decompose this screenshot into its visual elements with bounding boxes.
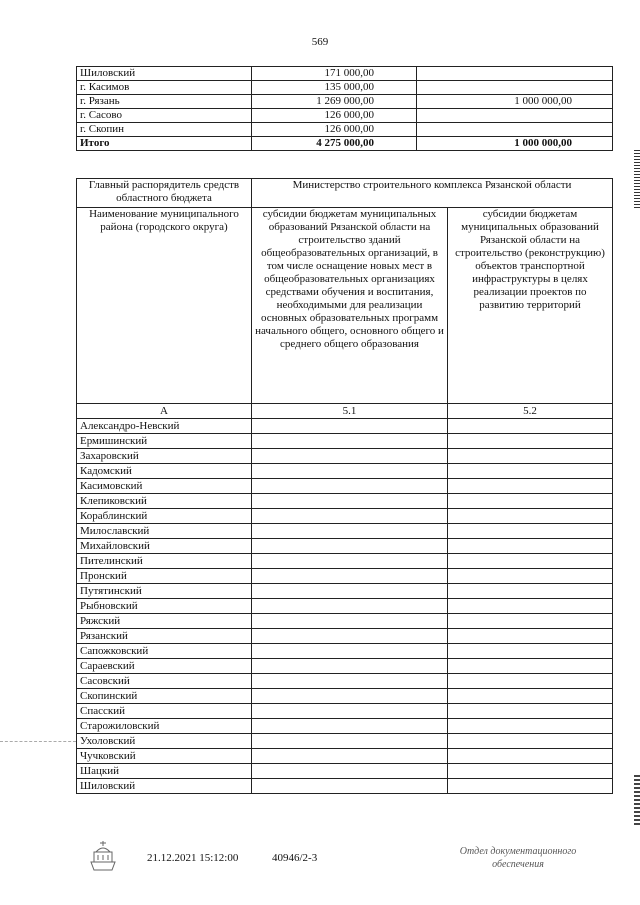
cell-5-1 <box>252 479 448 494</box>
cell-5-1 <box>252 509 448 524</box>
total-row <box>77 137 613 151</box>
cell-5-1 <box>252 674 448 689</box>
cell-5-2 <box>448 554 613 569</box>
cell-5-2 <box>448 629 613 644</box>
cell-5-2 <box>448 734 613 749</box>
district-name: Кораблинский <box>77 509 252 524</box>
cell-5-1 <box>252 434 448 449</box>
district-name: Шиловский <box>77 779 252 794</box>
district-name: Рыбновский <box>77 599 252 614</box>
cell-5-2 <box>448 449 613 464</box>
header-right: Министерство строительного комплекса Рязанской области <box>252 179 613 208</box>
table-row <box>77 779 613 794</box>
district-name: Сапожковский <box>77 644 252 659</box>
scan-artifact <box>634 150 640 210</box>
cell-5-1 <box>252 539 448 554</box>
table-row <box>77 554 613 569</box>
district-name: Касимовский <box>77 479 252 494</box>
district-name: Путятинский <box>77 584 252 599</box>
cell-5-1 <box>252 779 448 794</box>
district-name: Сасовский <box>77 674 252 689</box>
district-name: Скопинский <box>77 689 252 704</box>
cell-5-2 <box>448 659 613 674</box>
district-name: Ухоловский <box>77 734 252 749</box>
column-header-5-1: субсидии бюджетам муниципальных образований Рязанской области на строительство зданий общеобразовательных организаций, в том числе оснащение новых мест в общеобразовательных организациях средствами обучения и воспитания, необходимыми для реализации основных образовательных программ начального общего, основного общего и среднего общего образования <box>252 208 448 404</box>
cell-5-2 <box>448 419 613 434</box>
table-row <box>77 419 613 434</box>
column-number-5-2: 5.2 <box>448 404 613 419</box>
table-row <box>77 524 613 539</box>
cell-5-2 <box>448 494 613 509</box>
column-number-5-1: 5.1 <box>252 404 448 419</box>
table-row <box>77 81 613 95</box>
district-name: г. Касимов <box>77 81 252 95</box>
table-row <box>77 479 613 494</box>
district-name: Кадомский <box>77 464 252 479</box>
cell-5-1 <box>252 689 448 704</box>
table-row <box>77 734 613 749</box>
cell-5-1 <box>252 599 448 614</box>
district-name: Сараевский <box>77 659 252 674</box>
amount-5-1: 135 000,00 <box>252 81 417 95</box>
table-row <box>77 464 613 479</box>
cell-5-1 <box>252 719 448 734</box>
table-row <box>77 434 613 449</box>
page-number: 569 <box>311 36 329 48</box>
cell-5-2 <box>448 719 613 734</box>
table-row <box>77 67 613 81</box>
cell-5-2 <box>448 674 613 689</box>
cell-5-2 <box>448 524 613 539</box>
table-row <box>77 95 613 109</box>
district-name: г. Скопин <box>77 123 252 137</box>
table-row <box>77 123 613 137</box>
subsidies-table <box>76 178 613 794</box>
cell-5-1 <box>252 554 448 569</box>
cell-5-1 <box>252 764 448 779</box>
amount-5-2: 1 000 000,00 <box>417 95 613 109</box>
table-row <box>77 599 613 614</box>
cell-5-1 <box>252 419 448 434</box>
district-name: г. Рязань <box>77 95 252 109</box>
table-row <box>77 629 613 644</box>
column-header-a: Наименование муниципального района (городского округа) <box>77 208 252 404</box>
district-name: Рязанский <box>77 629 252 644</box>
table-row <box>77 659 613 674</box>
cell-5-2 <box>448 464 613 479</box>
cell-5-2 <box>448 644 613 659</box>
footer-doc-number: 40946/2-3 <box>272 852 318 864</box>
column-header-row <box>77 208 613 404</box>
cell-5-1 <box>252 704 448 719</box>
table-row <box>77 704 613 719</box>
department-stamp <box>443 845 593 871</box>
table-row <box>77 539 613 554</box>
stamp-line-1: Отдел документационного <box>459 846 577 857</box>
cell-5-2 <box>448 749 613 764</box>
amount-5-1: 1 269 000,00 <box>252 95 417 109</box>
header-row <box>77 179 613 208</box>
header-left: Главный распорядитель средств областного бюджета <box>77 179 252 208</box>
table-row <box>77 749 613 764</box>
cell-5-2 <box>448 779 613 794</box>
table-row <box>77 494 613 509</box>
table-row <box>77 764 613 779</box>
district-name: Клепиковский <box>77 494 252 509</box>
table-row <box>77 584 613 599</box>
cell-5-2 <box>448 599 613 614</box>
table-row <box>77 674 613 689</box>
district-name: Пронский <box>77 569 252 584</box>
table-row <box>77 644 613 659</box>
scan-artifact <box>634 775 640 825</box>
cell-5-1 <box>252 734 448 749</box>
table-row <box>77 449 613 464</box>
emblem-icon <box>88 838 118 879</box>
amount-5-2 <box>417 123 613 137</box>
amount-5-2 <box>417 109 613 123</box>
scan-artifact <box>0 741 76 742</box>
cell-5-1 <box>252 659 448 674</box>
district-name: г. Сасово <box>77 109 252 123</box>
cell-5-2 <box>448 434 613 449</box>
amount-5-1: 126 000,00 <box>252 123 417 137</box>
cell-5-2 <box>448 479 613 494</box>
cell-5-1 <box>252 644 448 659</box>
footer-datetime: 21.12.2021 15:12:00 <box>147 852 239 864</box>
district-name: Ряжский <box>77 614 252 629</box>
cell-5-1 <box>252 524 448 539</box>
cell-5-2 <box>448 569 613 584</box>
cell-5-1 <box>252 749 448 764</box>
column-header-5-2: субсидии бюджетам муниципальных образований Рязанской области на строительство (реконструкцию) объектов транспортной инфраструктуры в целях реализации проектов по развитию территорий <box>448 208 613 404</box>
cell-5-1 <box>252 584 448 599</box>
column-number-row <box>77 404 613 419</box>
district-name: Чучковский <box>77 749 252 764</box>
district-name: Михайловский <box>77 539 252 554</box>
table-row <box>77 689 613 704</box>
district-name: Ермишинский <box>77 434 252 449</box>
total-5-2: 1 000 000,00 <box>417 137 613 151</box>
district-name: Спасский <box>77 704 252 719</box>
table-row <box>77 569 613 584</box>
total-5-1: 4 275 000,00 <box>252 137 417 151</box>
district-name: Милославский <box>77 524 252 539</box>
cell-5-1 <box>252 614 448 629</box>
cell-5-2 <box>448 614 613 629</box>
cell-5-1 <box>252 569 448 584</box>
table-row <box>77 109 613 123</box>
total-label: Итого <box>77 137 252 151</box>
district-name: Александро-Невский <box>77 419 252 434</box>
amount-5-1: 126 000,00 <box>252 109 417 123</box>
cell-5-2 <box>448 764 613 779</box>
district-name: Пителинский <box>77 554 252 569</box>
cell-5-2 <box>448 704 613 719</box>
table-row <box>77 614 613 629</box>
cell-5-1 <box>252 449 448 464</box>
cell-5-1 <box>252 629 448 644</box>
district-name: Старожиловский <box>77 719 252 734</box>
district-name: Шацкий <box>77 764 252 779</box>
table-row <box>77 509 613 524</box>
amount-5-2 <box>417 81 613 95</box>
column-number-a: А <box>77 404 252 419</box>
district-name: Шиловский <box>77 67 252 81</box>
cell-5-2 <box>448 539 613 554</box>
cell-5-2 <box>448 584 613 599</box>
table-row <box>77 719 613 734</box>
stamp-line-2: обеспечения <box>492 859 544 870</box>
cell-5-2 <box>448 689 613 704</box>
top-totals-table <box>76 66 613 151</box>
cell-5-1 <box>252 494 448 509</box>
cell-5-2 <box>448 509 613 524</box>
district-name: Захаровский <box>77 449 252 464</box>
amount-5-2 <box>417 67 613 81</box>
amount-5-1: 171 000,00 <box>252 67 417 81</box>
cell-5-1 <box>252 464 448 479</box>
